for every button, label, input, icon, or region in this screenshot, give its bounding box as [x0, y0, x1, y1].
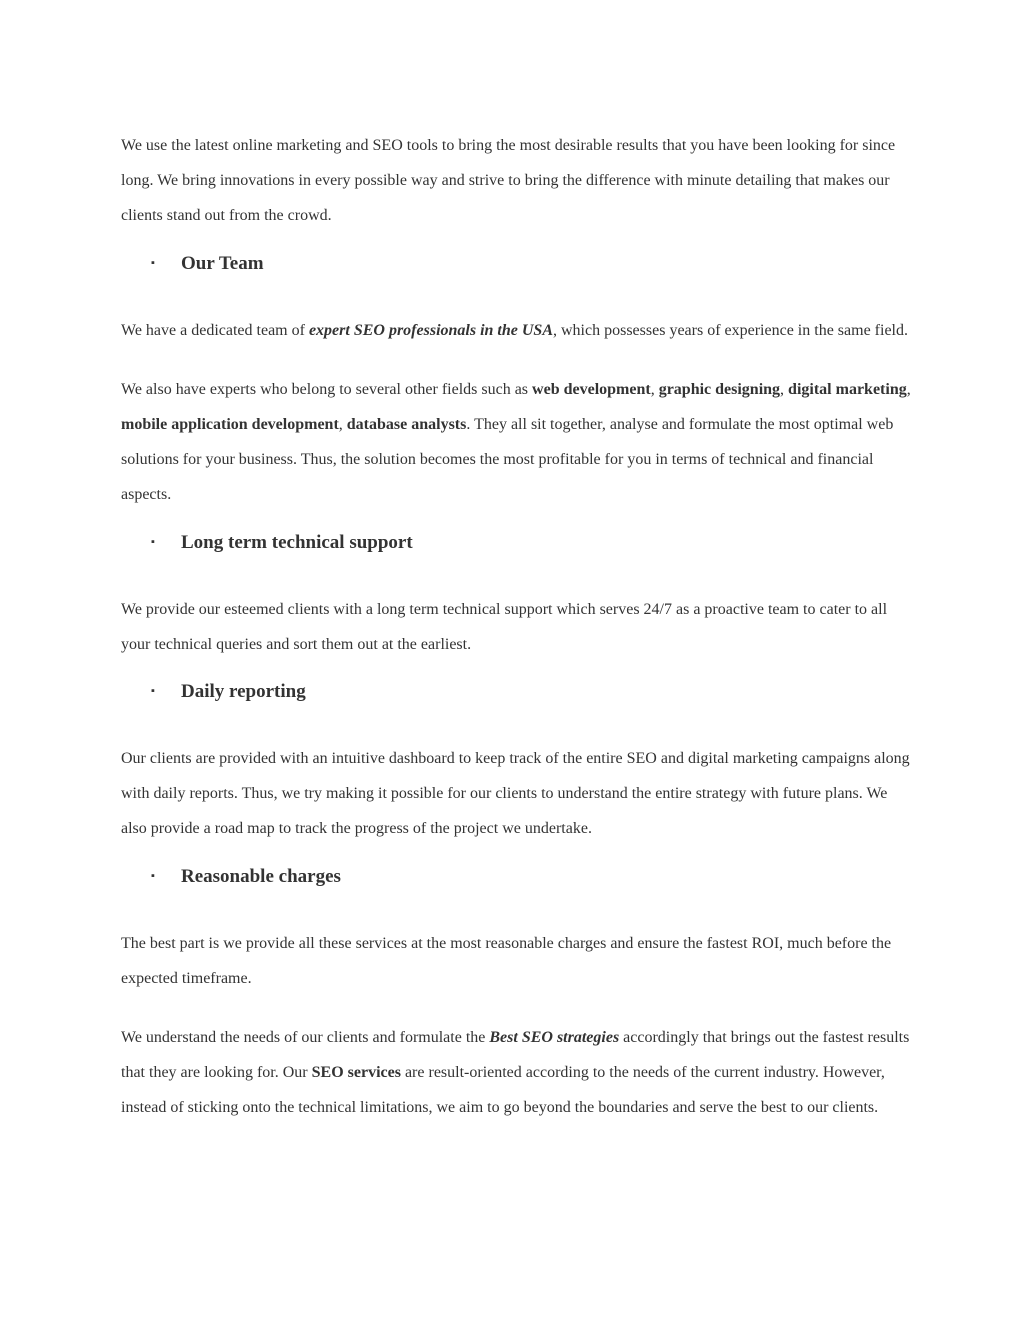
bold-term: database analysts — [346, 416, 467, 434]
intro-paragraph: We use the latest online marketing and SEO tools to bring the most desirable results that you have been looking for since long. We bring innovations in every possible way and strive to bring the difference with minute detailing that makes our clients stand out from the crowd. — [121, 137, 896, 225]
square-bullet-icon: ▪ — [151, 535, 155, 548]
square-bullet-icon: ▪ — [151, 869, 155, 882]
heading-label: Long term technical support — [181, 531, 413, 553]
closing-paragraph: We understand the needs of our clients and formulate the Best SEO strategies accordingly that brings out the fastest results that they are looking for. Our SEO services are result-oriented according to the needs of the current industry. However, instead of sticking onto the technical limitations, we aim to go beyond the boundaries and serve the best to our clients. — [121, 1029, 910, 1117]
document-body — [121, 128, 911, 1126]
bold-term: graphic designing — [658, 380, 781, 398]
team-paragraph-2: We also have experts who belong to several other fields such as web development, graphic designing, digital marketing, mobile application development, database analysts. They all sit together, analyse and formulate the most optimal web solutions for your business. Thus, the solution becomes the most profitable for you in terms of technical and financial aspects. — [121, 380, 911, 504]
heading-reasonable-charges — [121, 859, 911, 894]
square-bullet-icon: ▪ — [151, 685, 155, 698]
bold-term: digital marketing — [788, 380, 907, 398]
heading-daily-reporting — [121, 674, 911, 709]
heading-technical-support — [121, 525, 911, 560]
square-bullet-icon: ▪ — [151, 256, 155, 269]
heading-label: Daily reporting — [181, 681, 306, 703]
support-paragraph: We provide our esteemed clients with a long term technical support which serves 24/7 as a proactive team to cater to all your technical queries and sort them out at the earliest. — [121, 600, 888, 653]
bold-term: web development — [532, 380, 651, 398]
reporting-paragraph: Our clients are provided with an intuitive dashboard to keep track of the entire SEO and digital marketing campaigns along with daily reports. Thus, we try making it possible for our clients to understand the entire strategy with future plans. We also provide a road map to track the progress of the project we undertake. — [121, 750, 910, 838]
bold-term: SEO services — [311, 1064, 401, 1082]
heading-label: Our Team — [181, 252, 264, 274]
team-paragraph-1: We have a dedicated team of expert SEO professionals in the USA, which possesses years of experience in the same field. — [121, 321, 908, 339]
emphasis-text: expert SEO professionals in the USA — [308, 321, 553, 339]
emphasis-text: Best SEO strategies — [489, 1029, 620, 1047]
charges-paragraph: The best part is we provide all these services at the most reasonable charges and ensure the fastest ROI, much before the expected timeframe. — [121, 934, 892, 987]
heading-label: Reasonable charges — [181, 865, 341, 887]
heading-our-team — [121, 246, 911, 281]
bold-term: mobile application development — [121, 416, 339, 434]
